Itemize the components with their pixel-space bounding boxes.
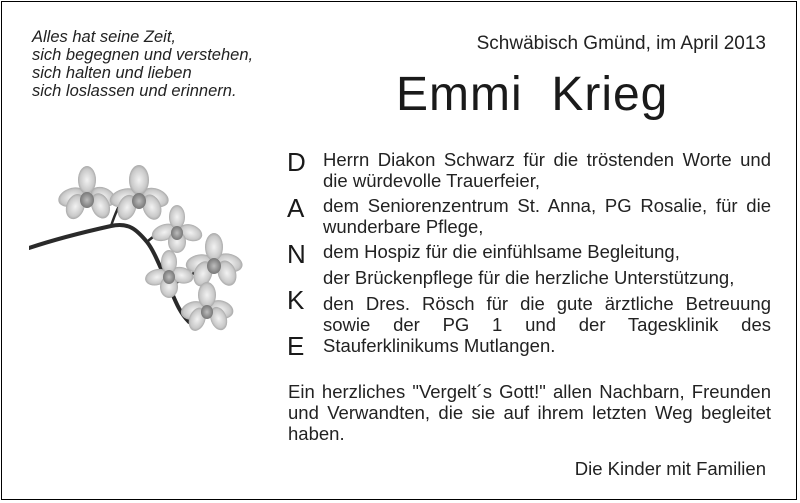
danke-letter-d: D [287, 147, 306, 177]
orchid-branch-image [29, 160, 273, 360]
thanks-item-hospiz: dem Hospiz für die einfühlsame Begleitung, [323, 241, 680, 262]
poem [32, 28, 253, 100]
danke-letter-a: A [287, 193, 305, 223]
danke-letter-k: K [287, 285, 305, 315]
place-date: Schwäbisch Gmünd, im April 2013 [476, 33, 766, 54]
poem-line: sich begegnen und verstehen, [32, 46, 254, 64]
thanks-item-seniorenzentrum: dem Seniorenzentrum St. Anna, PG Rosalie, für die wunderbare Pflege, [323, 195, 771, 237]
obituary-card [1, 1, 797, 500]
thanks-item-brueckenpflege: der Brückenpflege für die herzliche Unterstützung, [323, 267, 735, 288]
signature: Die Kinder mit Familien [574, 458, 766, 479]
poem-line: sich halten und lieben [32, 64, 192, 82]
closing-text: Ein herzliches "Vergelt´s Gott!" allen Nachbarn, Freunden und Verwandten, die sie auf ihrem letzten Weg begleitet haben. [288, 381, 771, 444]
danke-letter-n: N [287, 239, 306, 269]
thanks-item-diakon: Herrn Diakon Schwarz für die tröstenden Worte und die würdevolle Trauerfeier, [323, 149, 771, 191]
poem-line: Alles hat seine Zeit, [32, 28, 176, 46]
thanks-item-dres-roesch: den Dres. Rösch für die gute ärztliche Betreuung sowie der PG 1 und der Tagesklinik des Stauferklinikums Mutlangen. [323, 293, 771, 356]
poem-line: sich loslassen und erinnern. [32, 82, 237, 100]
danke-letter-e: E [287, 331, 305, 361]
deceased-name: Emmi Krieg [396, 68, 669, 121]
